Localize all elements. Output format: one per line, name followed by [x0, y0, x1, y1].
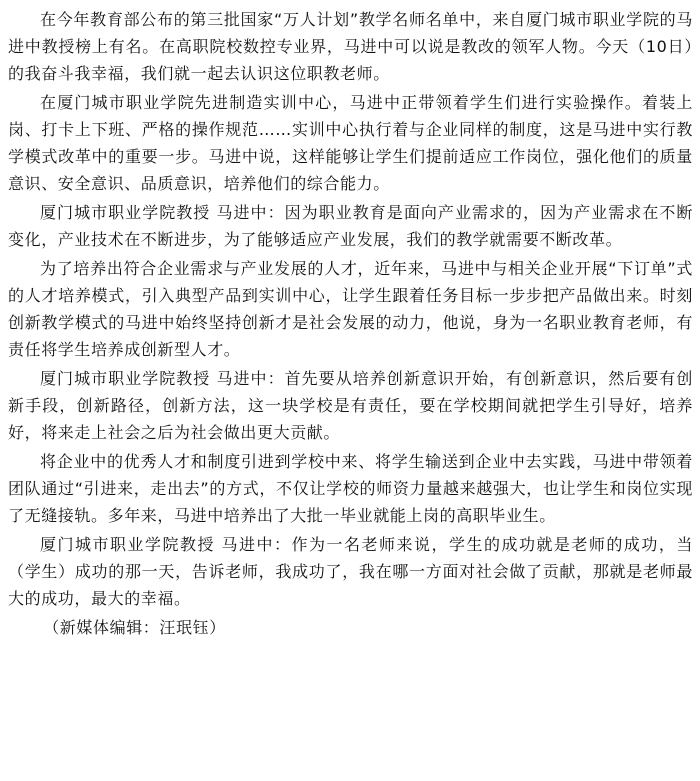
paragraph-training-center: 在厦门城市职业学院先进制造实训中心，马进中正带领着学生们进行实验操作。着装上岗、打卡上下班、严格的操作规范……实训中心执行着与企业同样的制度，这是马进中实行教学模式改革中的重要一步。马进中说，这样能够让学生们提前适应工作岗位，强化他们的质量意识、安全意识、品质意识，培养他们的综合能力。 — [8, 93, 693, 193]
paragraph-enterprise-link: 将企业中的优秀人才和制度引进到学校中来、将学生输送到企业中去实践，马进中带领着团队通过“引进来，走出去”的方式，不仅让学校的师资力量越来越强大，也让学生和岗位实现了无缝接轨。多年来，马进中培养出了大批一毕业就能上岗的高职毕业生。 — [8, 452, 693, 525]
paragraph-order-model: 为了培养出符合企业需求与产业发展的人才，近年来，马进中与相关企业开展“下订单”式的人才培养模式，引入典型产品到实训中心，让学生跟着任务目标一步步把产品做出来。时刻创新教学模式的马进中始终坚持创新才是社会发展的动力，他说，身为一名职业教育老师，有责任将学生培养成创新型人才。 — [8, 259, 693, 359]
paragraph-quote-reform: 厦门城市职业学院教授 马进中：因为职业教育是面向产业需求的，因为产业需求在不断变化，产业技术在不断进步，为了能够适应产业发展，我们的教学就需要不断改革。 — [8, 203, 693, 249]
paragraph-intro: 在今年教育部公布的第三批国家“万人计划”教学名师名单中，来自厦门城市职业学院的马进中教授榜上有名。在高职院校数控专业界，马进中可以说是教改的领军人物。今天（10日）的我奋斗我幸福，我们就一起去认识这位职教老师。 — [8, 10, 693, 83]
editor-credit: （新媒体编辑：汪珉钰） — [43, 618, 226, 637]
paragraph-quote-success: 厦门城市职业学院教授 马进中：作为一名老师来说，学生的成功就是老师的成功，当（学生）成功的那一天，告诉老师，我成功了，我在哪一方面对社会做了贡献，那就是老师最大的成功，最大的幸福。 — [8, 535, 693, 608]
paragraph-quote-innovation: 厦门城市职业学院教授 马进中：首先要从培养创新意识开始，有创新意识，然后要有创新手段，创新路径，创新方法，这一块学校是有责任，要在学校期间就把学生引导好，培养好，将来走上社会之后为社会做出更大贡献。 — [8, 369, 693, 442]
